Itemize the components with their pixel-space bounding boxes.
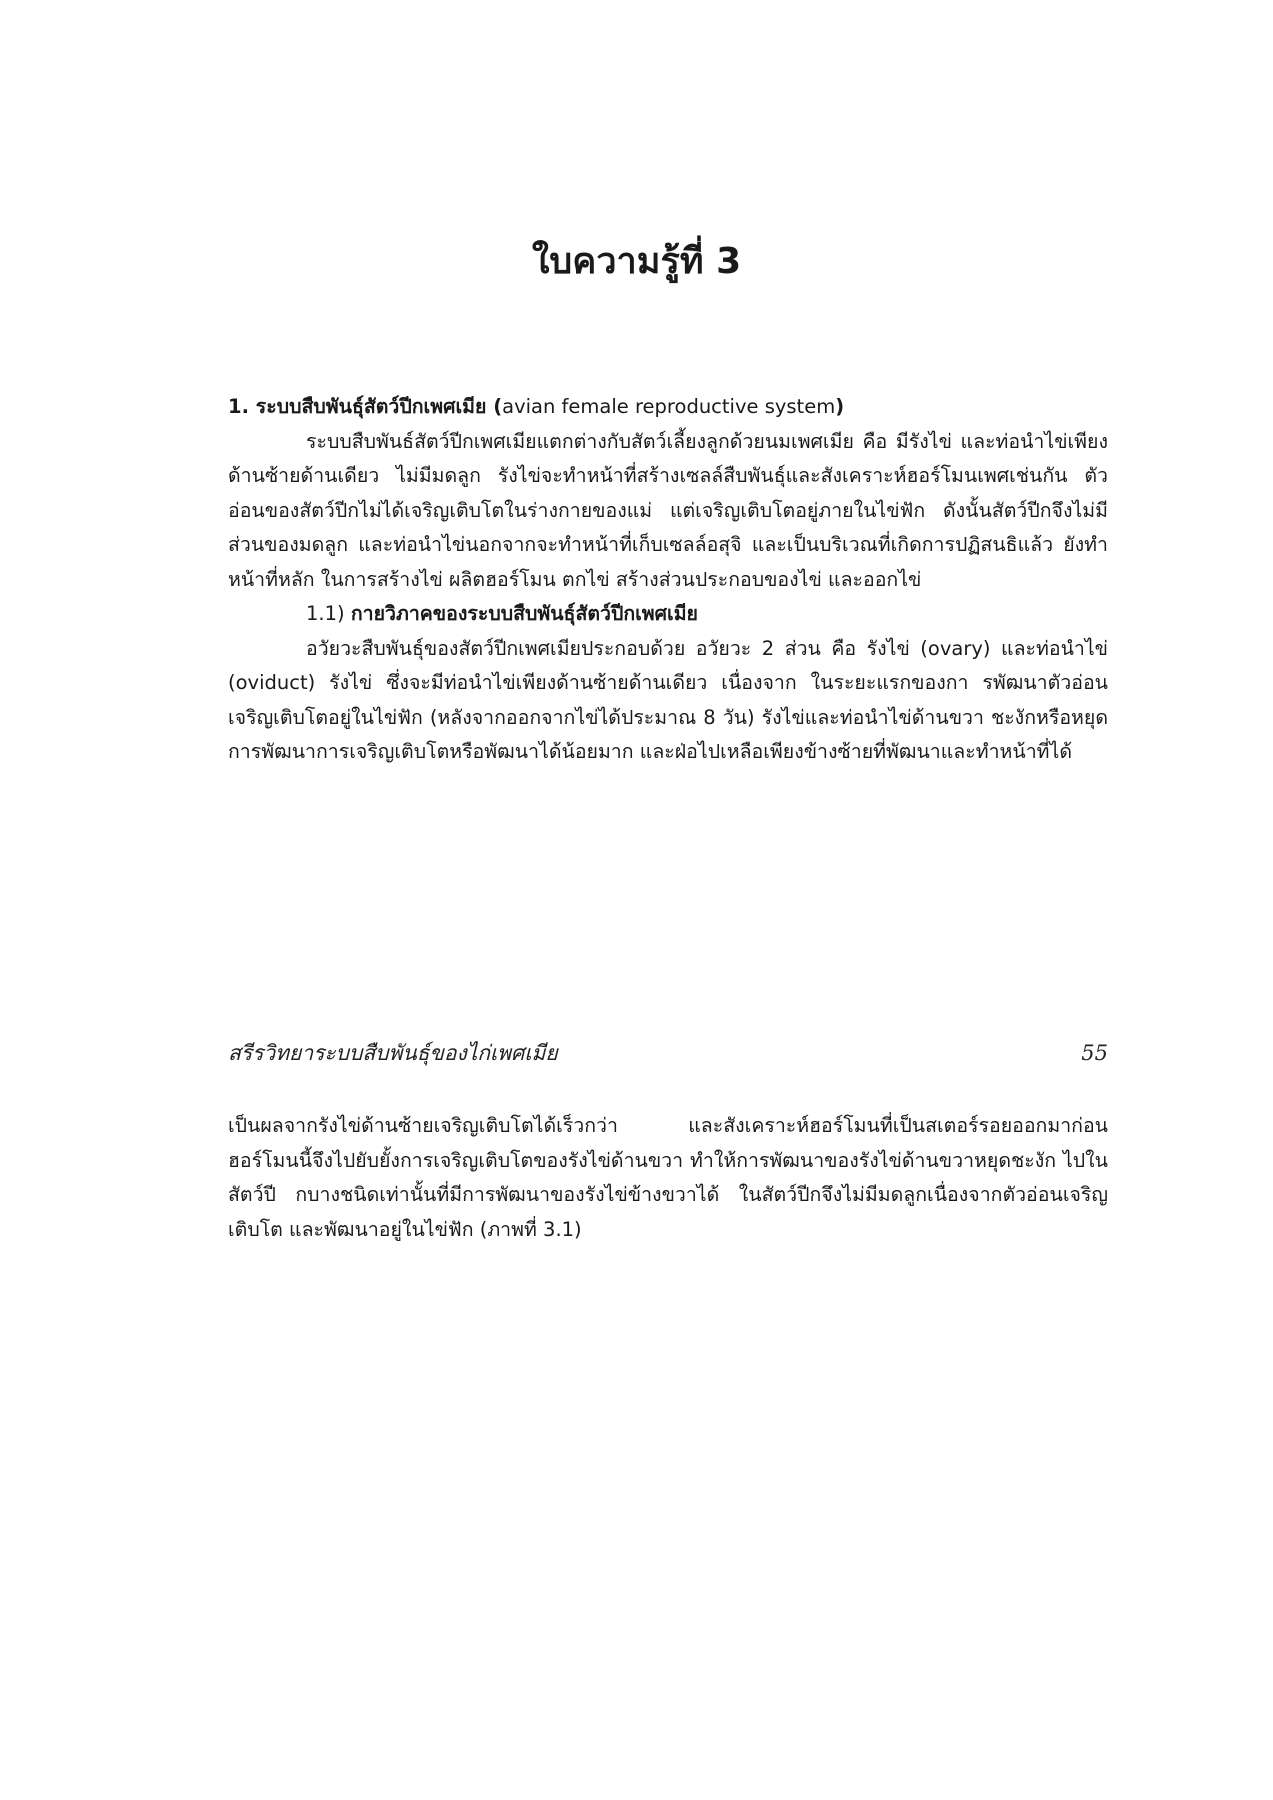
paragraph-1: ระบบสืบพันธ์สัตว์ปีกเพศเมียแตกต่างกับสัตว์เลี้ยงลูกด้วยนมเพศเมีย คือ มีรังไข่ และท่อนำไข่เพียงด้านซ้ายด้านเดียว ไม่มีมดลูก รังไข่จะทำหน้าที่สร้างเซลล์สืบพันธุ์และสังเคราะห์ฮอร์โมนเพศเช่นกัน ตัวอ่อนของสัตว์ปีกไม่ได้เจริญเติบโตในร่างกายของแม่ แต่เจริญเติบโตอยู่ภายในไข่ฟัก ดังนั้นสัตว์ปีกจึงไม่มีส่วนของมดลูก และท่อนำไข่นอกจากจะทำหน้าที่เก็บเซลล์อสุจิ และเป็นบริเวณที่เกิดการปฏิสนธิแล้ว ยังทำหน้าที่หลัก ในการสร้างไข่ ผลิตฮอร์โมน ตกไข่ สร้างส่วนประกอบของไข่ และออกไข่: [228, 429, 1108, 591]
page-footer: [228, 1036, 1108, 1070]
footer-title: สรีรวิทยาระบบสืบพันธุ์ของไก่เพศเมีย: [228, 1041, 558, 1065]
paren-open: (: [493, 395, 503, 418]
paren-close: ): [835, 395, 845, 418]
sub-heading-label: กายวิภาคของระบบสืบพันธุ์สัตว์ปีกเพศเมีย: [350, 602, 698, 625]
section-heading-en: avian female reproductive system: [502, 395, 836, 418]
paragraph-2: อวัยวะสืบพันธุ์ของสัตว์ปีกเพศเมียประกอบด้วย อวัยวะ 2 ส่วน คือ รังไข่ (ovary) และท่อนำไข่ (oviduct) รังไข่ ซึ่งจะมีท่อนำไข่เพียงด้านซ้ายด้านเดียว เนื่องจาก ในระยะแรกของกา รพัฒนาตัวอ่อนเจริญเติบโตอยู่ในไข่ฟัก (หลังจากออกจากไข่ได้ประมาณ 8 วัน) รังไข่และท่อนำไข่ด้านขวา ชะงักหรือหยุดการพัฒนาการเจริญเติบโตหรือพัฒนาได้น้อยมาก และฝ่อไปเหลือเพียงข้างซ้ายที่พัฒนาและทำหน้าที่ได้: [228, 636, 1108, 763]
section-number: 1.: [228, 395, 249, 418]
page-number: 55: [1081, 1041, 1108, 1065]
sub-heading: [228, 597, 1108, 632]
page-title: ใบความรู้ที่ 3: [531, 241, 742, 282]
section-heading-th: ระบบสืบพันธุ์สัตว์ปีกเพศเมีย: [255, 395, 487, 418]
section-heading: [228, 390, 1108, 425]
section-2: [228, 1109, 1108, 1247]
paragraph-3: เป็นผลจากรังไข่ด้านซ้ายเจริญเติบโตได้เร็วกว่า และสังเคราะห์ฮอร์โมนที่เป็นสเตอร์รอยออกมาก่อน ฮอร์โมนนี้จึงไปยับยั้งการเจริญเติบโตของรังไข่ด้านขวา ทำให้การพัฒนาของรังไข่ด้านขวาหยุดชะงัก ไปในสัตว์ปี กบางชนิดเท่านั้นที่มีการพัฒนาของรังไข่ข้างขวาได้ ในสัตว์ปีกจึงไม่มีมดลูกเนื่องจากตัวอ่อนเจริญเติบโต และพัฒนาอยู่ในไข่ฟัก (ภาพที่ 3.1): [228, 1114, 1108, 1241]
section-1: [228, 390, 1108, 770]
sub-heading-number: 1.1): [306, 602, 345, 625]
